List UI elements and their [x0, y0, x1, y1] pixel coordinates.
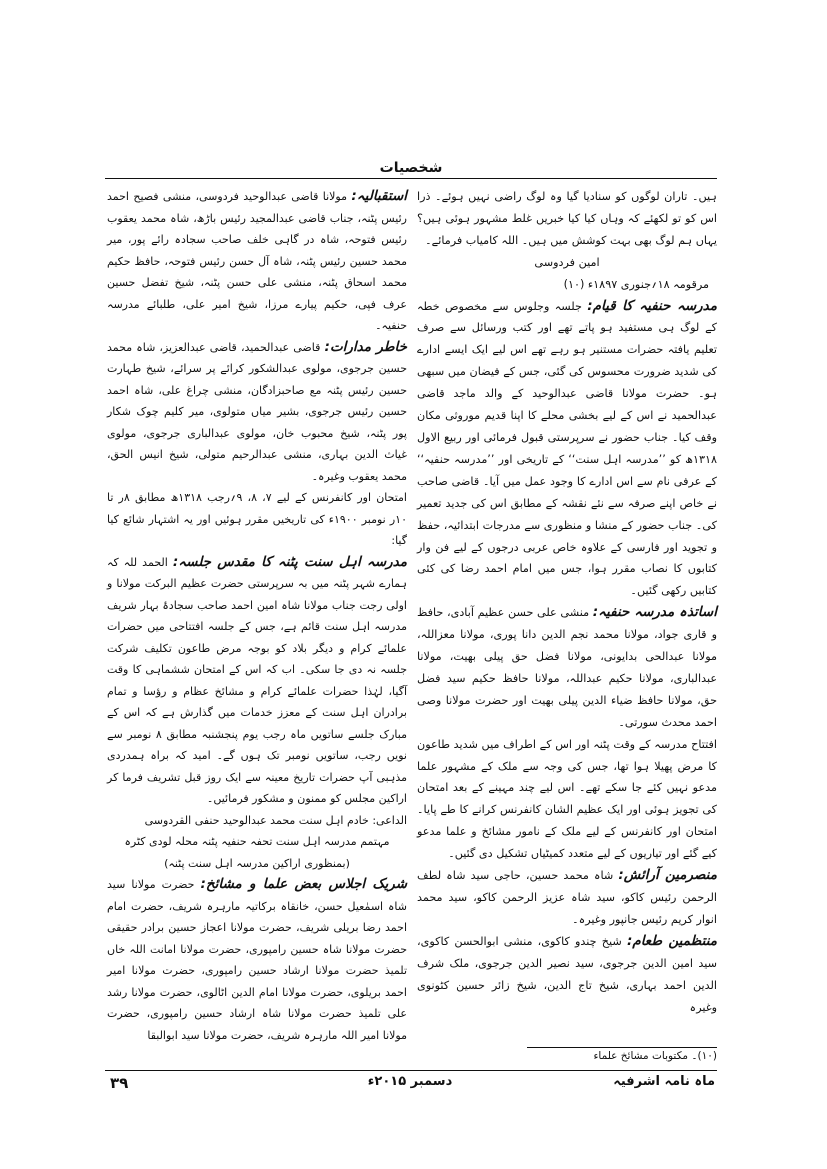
paragraph-madrasa-founding: مدرسہ حنفیہ کا قیام: جلسہ وجلوس سے مخصوص خطہ کے لوگ ہی مستفید ہو پاتے تھے اور کتب ورسائل سے صرف تعلیم یافتہ حضرات مستنیر ہو رہے تھے اس لیے ایک ایسے ادارے کی شدید ضرورت محسوس کی گئی، جس کے فیضان میں سبھی ہو۔ حضرت مولانا قاضی عبدالوحید کے والد ماجد قاضی عبدالحمید نے اس کے لیے بخشی محلے کا اپنا قدیم موروثی مکان وقف کیا۔ جناب حضور نے سرپرستی قبول فرمائی اور ربیع الاول ۱۳۱۸ھ کو ’’مدرسہ اہل سنت‘‘ کے تاریخی اور ’’مدرسہ حنفیہ‘‘ کے عرفی نام سے اس ادارے کا وجود عمل میں آیا۔ قاضی صاحب نے خاص اپنے صرفہ سے نئے نقشہ کے مطابق اس کی جدید تعمیر کی۔ جناب حضور کے منشا و منظوری سے مدرجات ابتدائیہ، حفظ و تجوید اور فارسی کے علاوہ خاص عربی درجوں کے لیے فن وار کتابوں کا نصاب مقرر ہوا، جس میں امام احمد رضا کی کئی کتابیں رکھی گئیں۔	[417, 297, 718, 598]
left-column	[107, 186, 407, 1046]
right-column	[417, 186, 717, 1018]
section-heading: خاطر مدارات:	[324, 338, 407, 355]
announcement-office: مہتمم مدرسہ اہل سنت تحفہ حنفیہ پٹنہ محلہ لودی کٹرہ	[124, 835, 390, 848]
paragraph-attendees: شریک اجلاس بعض علما و مشائخ: حضرت مولانا سید شاہ اسمٰعیل حسن، خانقاہ برکاتیہ مارہرہ شریف، حضرت امام احمد رضا بریلی شریف، حضرت مولانا اعجاز حسین برادر حقیقی حضرت مولانا شاہ حسین رامپوری، حضرت مولانا امانت اللہ خاں تلمیذ حضرت مولانا ارشاد حسین رامپوری، حضرت مولانا امیر احمد بریلوی، حضرت مولانا امام الدین اٹالوی، حضرت مولانا رشد علی تلمیذ حضرت مولانا شاہ ارشاد حسین رامپوری، حضرت مولانا امیر اللہ مارہرہ شریف، حضرت مولانا سید ابوالبقا	[107, 876, 408, 1042]
page-number: ۳۹	[110, 1074, 129, 1092]
section-heading: مدرسہ اہل سنت پٹنہ کا مقدس جلسہ:	[172, 553, 407, 570]
paragraph-reception: استقبالیہ: مولانا قاضی عبدالوحید فردوسی، منشی فصیح احمد رئیس پٹنہ، جناب قاضی عبدالمجید رئیس باڑھ، شاہ محمد یعقوب رئیس فتوحہ، شاہ در گاہی خلف صاحب سجادہ رائے پور، میر محمد حسین رئیس پٹنہ، شاہ آل حسن رئیس فتوحہ، حافظ حکیم محمد اسحاق پٹنہ، منشی علی حسن پٹنہ، شیخ تفضل حسین عرف فپی، حکیم پیارے مرزا، شیخ امیر علی، طلبائے مدرسہ حنفیہ۔	[107, 188, 408, 332]
section-heading: اساتذہ مدرسہ حنفیہ:	[592, 604, 717, 621]
paragraph-decoration-committee: منصرمین آرائش: شاہ محمد حسین، حاجی سید شاہ لطف الرحمن رئیس کاکو، سید شاہ عزیز الرحمن کاکو، سید محمد انوار کریم رئیس جانپور وغیرہ۔	[417, 867, 717, 926]
paragraph-announcement: مدرسہ اہل سنت پٹنہ کا مقدس جلسہ: الحمد للہ کہ ہمارے شہر پٹنہ میں بہ سرپرستی حضرت عظیم البرکت مولانا و اولی رجت جناب مولانا شاہ امین احمد صاحب سجادۂ بہار شریف مدرسہ اہل سنت قائم ہے، جس کے جلسہ افتتاحی میں حضرات علمائے کرام و دیگر بلاد کو بوجہ مرض طاعون تکلیف شرکت جلسہ نہ دی جا سکی۔ اب کہ اس کے امتحان ششماہی کا وقت آگیا، لہٰذا حضرات علمائے کرام و مشائخ عظام و رؤسا و تمام برادران اہل سنت کے معزز خدمات میں گذارش ہے کہ اس کے مبارک جلسے ساتویں ماہ رجب یوم پنجشنبہ مطابق ۸ نومبر سے نویں رجب، ساتویں نومبر تک ہوں گے۔ امید کہ براہ ہمدردی مذہبی آپ حضرات تاریخ معینہ سے ایک روز قبل تشریف فرما کر اراکین مجلس کو ممنون و مشکور فرمائیں۔	[107, 553, 407, 805]
issue-date: دسمبر ۲۰۱۵ء	[367, 1074, 453, 1089]
section-heading: منتظمین طعام:	[626, 932, 717, 949]
page-section-title: شخصیات	[379, 160, 443, 176]
paragraph-exam-dates: امتحان اور کانفرنس کے لیے ۷، ۸، ۹؍رجب ۱۳۱۸ھ مطابق ۸ر تا ۱۰ر نومبر ۱۹۰۰ء کی تاریخیں مقرر ہوئیں اور یہ اشتہار شائع کیا گیا:	[107, 491, 407, 547]
section-heading: مدرسہ حنفیہ کا قیام:	[587, 297, 718, 314]
paragraph-food-committee: منتظمین طعام: شیخ چندو کاکوی، منشی ابوالحسن کاکوی، سید امین الدین جرجوی، سید نصیر الدین جرجوی، ملک شرف الدین احمد بہاری، شیخ تاج الدین، شیخ زائر حسین کٹونوی وغیرہ	[417, 932, 717, 1014]
section-heading: منصرمین آرائش:	[618, 867, 717, 884]
announcement-signatory: الداعی: خادم اہل سنت محمد عبدالوحید حنفی القردوسی	[144, 813, 407, 827]
paragraph-letter-end: ہیں۔ تاران لوگوں کو سنادیا گیا وہ لوگ راضی نہیں ہوئے۔ ذرا اس کو تو لکھئے کہ وہاں کیا کیا خبریں غلط مشہور ہوئی ہیں؟ یہاں ہم لوگ بھی بہت کوشش میں ہیں۔ اللہ کامیاب فرمائے۔	[417, 190, 717, 247]
paragraph-inauguration: افتتاح مدرسہ کے وقت پٹنہ اور اس کے اطراف میں شدید طاعون کا مرض پھیلا ہوا تھا، جس کی وجہ سے ملک کے مشہور علما مدعو نہیں کئے جا سکے تھے۔ اس لیے چند مہینے کے بعد امتحان کی تجویز ہوئی اور ایک عظیم الشان کانفرنس کرانے کا طے پایا۔ امتحان اور کانفرنس کے لیے ملک کے نامور مشائخ و علما مدعو کیے گئے اور تیاریوں کے لیے متعدد کمیٹیاں تشکیل دی گئیں۔	[417, 737, 717, 861]
running-header	[105, 162, 717, 180]
section-heading: شریک اجلاس بعض علما و مشائخ:	[200, 876, 408, 892]
paragraph-teachers: اساتذہ مدرسہ حنفیہ: منشی علی حسن عظیم آبادی، حافظ و قاری جواد، مولانا محمد نجم الدین دانا پوری، مولانا معزاللہ، مولانا عبدالحی بدایونی، مولانا فضل حق پیلی بھیت، مولانا عبدالباری، مولانا حکیم عبداللہ، مولانا حافظ حکیم سید فضل حق، مولانا حافظ ضیاء الدین پیلی بھیت اور حضرت مولانا وصی احمد محدث سورتی۔	[417, 604, 717, 729]
letter-signature: امین فردوسی	[534, 255, 600, 269]
letter-date: مرقومہ ۱۸؍جنوری ۱۸۹۷ء (۱۰)	[563, 277, 709, 291]
footer-rule	[105, 1070, 717, 1071]
header-rule	[105, 178, 717, 179]
section-heading: استقبالیہ:	[351, 188, 408, 204]
footnote: (۱۰)۔ مکتوبات مشائخ علماء	[593, 1050, 717, 1062]
announcement-approval: (بمنظوری اراکین مدرسہ اہل سنت پٹنہ)	[164, 856, 350, 870]
magazine-name: ماہ نامہ اشرفیہ	[613, 1074, 715, 1089]
footnote-rule	[527, 1047, 717, 1048]
paragraph-hospitality: خاطر مدارات: قاضی عبدالحمید، قاضی عبدالعزیز، شاہ محمد حسین جرجوی، مولوی عبدالشکور کرائے پر سرائے، شیخ طہارت حسین رئیس پٹنہ مع صاحبزادگان، منشی چراغ علی، شاہ احمد حسین رئیس جرجوی، بشیر میاں متولوی، میر کلیم چوک شکار پور پٹنہ، شیخ محبوب خان، مولوی عبدالباری جرجوی، مولوی غیاث الدین بہاری، منشی عبدالرحیم متولی، شیخ انیس الحق، محمد یعقوب وغیرہ۔	[107, 338, 407, 483]
